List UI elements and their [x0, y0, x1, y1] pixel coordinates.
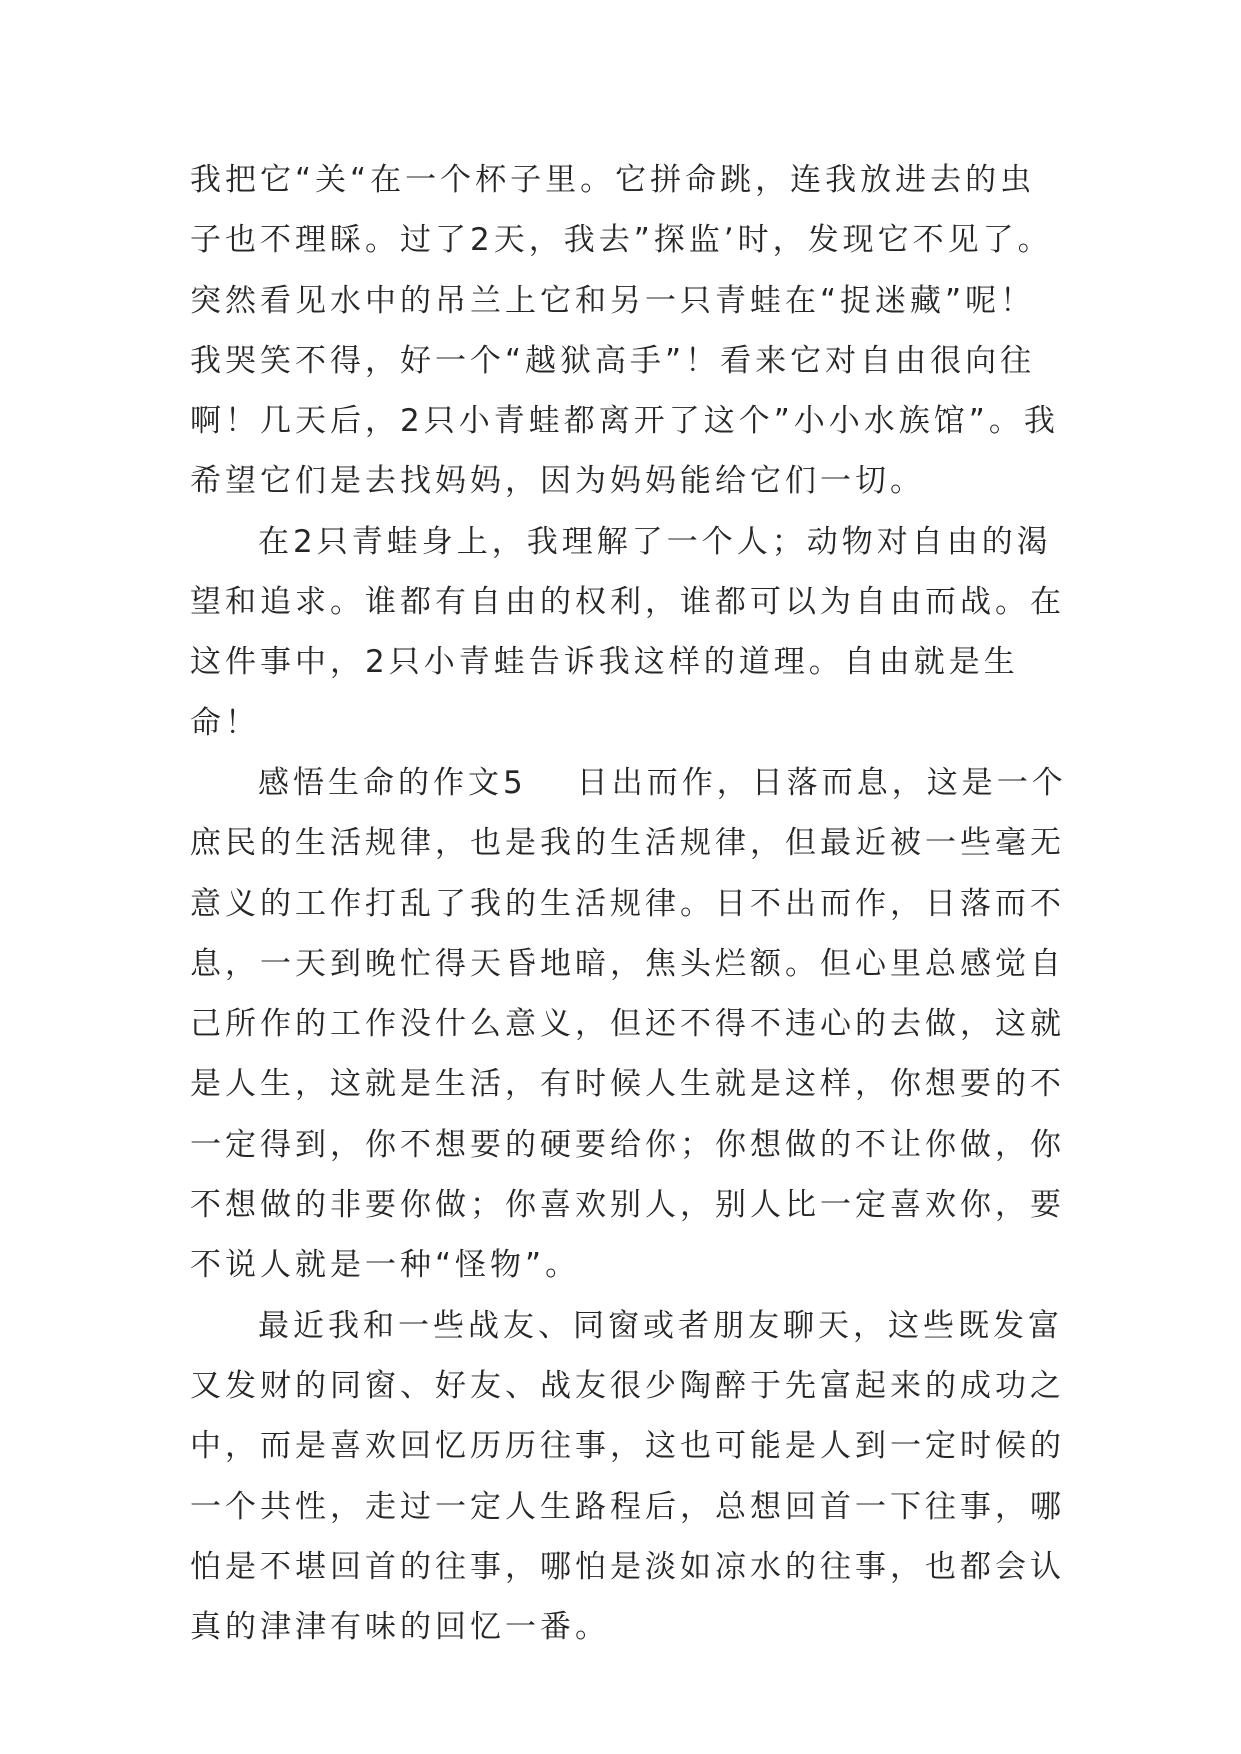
paragraph-recollection: 最近我和一些战友、同窗或者朋友聊天，这些既发富又发财的同窗、好友、战友很少陶醉于先富起来的成功之中，而是喜欢回忆历历往事，这也可能是人到一定时候的一个共性，走过一定人生路程后，总想回首一下往事，哪怕是不堪回首的往事，哪怕是淡如凉水的往事，也都会认真的津津有味的回忆一番。	[190, 1307, 1065, 1646]
essay-heading: 感悟生命的作文5	[258, 764, 527, 801]
paragraph-frog-lesson: 在2只青蛙身上，我理解了一个人；动物对自由的渴望和追求。谁都有自由的权利，谁都可以为自由而战。在这件事中，2只小青蛙告诉我这样的道理。自由就是生命！	[190, 523, 1065, 741]
essay-5-text: 日出而作，日落而息，这是一个庶民的生活规律，也是我的生活规律，但最近被一些毫无意义的工作打乱了我的生活规律。日不出而作，日落而不息，一天到晚忙得天昏地暗，焦头烂额。但心里总感觉自己所作的工作没什么意义，但还不得不违心的去做，这就是人生，这就是生活，有时候人生就是这样，你想要的不一定得到，你不想要的硬要给你；你想做的不让你做，你不想做的非要你做；你喜欢别人，别人比一定喜欢你，要不说人就是一种“怪物”。	[190, 764, 1067, 1284]
paragraph-frog-cup: 我把它“关“在一个杯子里。它拼命跳，连我放进去的虫子也不理睬。过了2天，我去”探监’时，发现它不见了。突然看见水中的吊兰上它和另一只青蛙在“捉迷藏”呢！我哭笑不得，好一个“越狱高手”！看来它对自由很向往啊！几天后，2只小青蛙都离开了这个”小小水族馆”。我希望它们是去找妈妈，因为妈妈能给它们一切。	[190, 162, 1059, 500]
document-body	[190, 150, 1070, 1657]
paragraph-essay-5	[190, 753, 1070, 1296]
